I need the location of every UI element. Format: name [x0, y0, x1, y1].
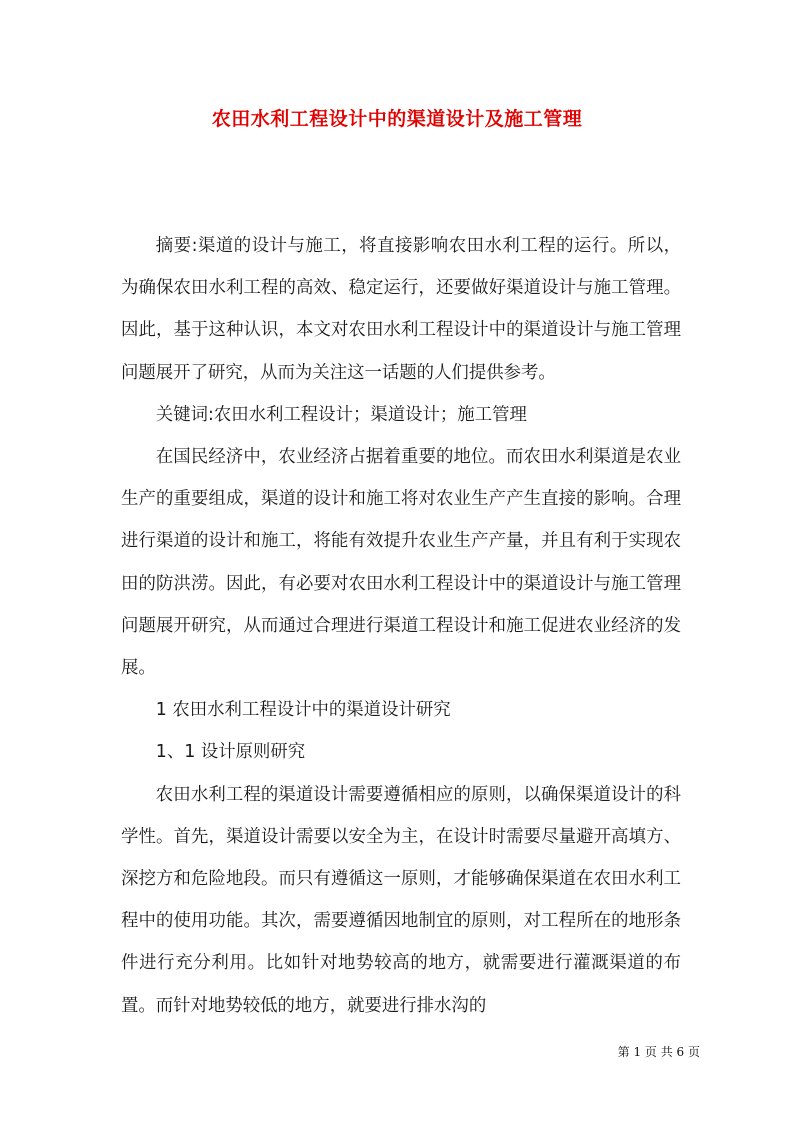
document-title: 农田水利工程设计中的渠道设计及施工管理	[211, 108, 583, 130]
keywords-paragraph: 关键词:农田水利工程设计；渠道设计；施工管理	[155, 404, 527, 425]
section-heading: 1 农田水利工程设计中的渠道设计研究	[155, 700, 451, 721]
abstract-paragraph: 摘要:渠道的设计与施工，将直接影响农田水利工程的运行。所以，为确保农田水利工程的高效、稳定运行，还要做好渠道设计与施工管理。因此，基于这种认识，本文对农田水利工程设计中的渠道设计与施工管理问题展开了研究，从而为关注这一话题的人们提供参考。	[121, 236, 681, 383]
document-body	[121, 225, 681, 1027]
intro-paragraph: 在国民经济中，农业经济占据着重要的地位。而农田水利渠道是农业生产的重要组成，渠道的设计和施工将对农业生产产生直接的影响。合理进行渠道的设计和施工，将能有效提升农业生产产量，并且有利于实现农田的防洪涝。因此，有必要对农田水利工程设计中的渠道设计与施工管理问题展开研究，从而通过合理进行渠道工程设计和施工促进农业经济的发展。	[121, 447, 681, 679]
body-paragraph: 农田水利工程的渠道设计需要遵循相应的原则，以确保渠道设计的科学性。首先，渠道设计需要以安全为主，在设计时需要尽量避开高填方、深挖方和危险地段。而只有遵循这一原则，才能够确保渠道在农田水利工程中的使用功能。其次，需要遵循因地制宜的原则，对工程所在的地形条件进行充分利用。比如针对地势较高的地方，就需要进行灌溉渠道的布置。而针对地势较低的地方，就要进行排水沟的	[121, 784, 681, 1016]
subsection-heading: 1、1 设计原则研究	[155, 742, 306, 763]
page-number-footer: 第 1 页 共 6 页	[617, 1045, 700, 1059]
